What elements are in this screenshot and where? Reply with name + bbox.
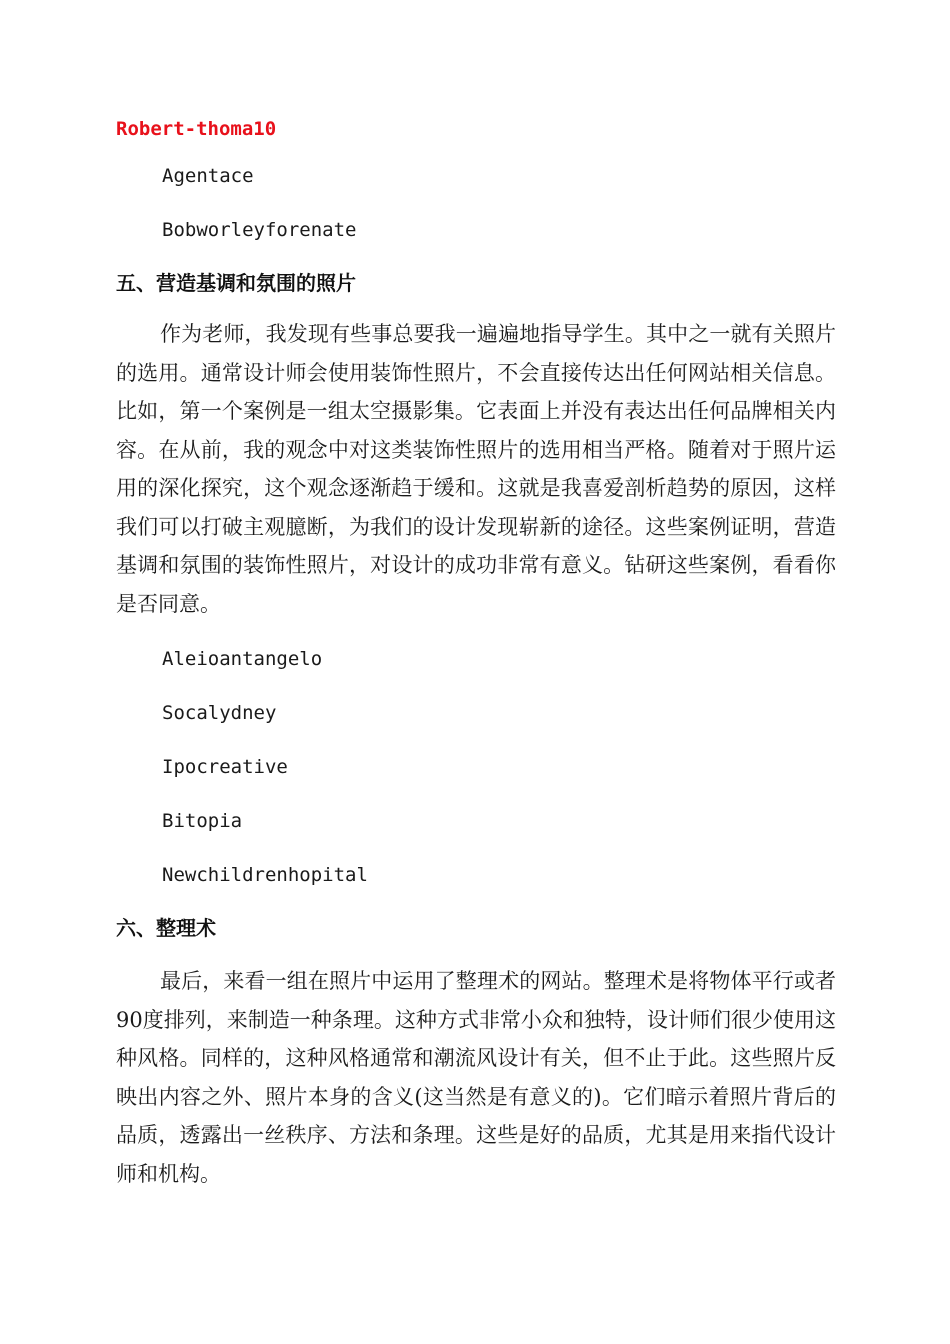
list-item: Agentace	[162, 165, 254, 187]
example-item: Newchildrenhopital	[162, 864, 368, 886]
section-6-paragraph: 最后，来看一组在照片中运用了整理术的网站。整理术是将物体平行或者90度排列，来制造一种条理。这种方式非常小众和独特，设计师们很少使用这种风格。同样的，这种风格通常和潮流风设计有关，但不止于此。这些照片反映出内容之外、照片本身的含义(这当然是有意义的)。它们暗示着照片背后的品质，透露出一丝秩序、方法和条理。这些是好的品质，尤其是用来指代设计师和机构。	[116, 969, 836, 1186]
example-item: Ipocreative	[162, 756, 288, 778]
section-5-paragraph: 作为老师，我发现有些事总要我一遍遍地指导学生。其中之一就有关照片的选用。通常设计师会使用装饰性照片，不会直接传达出任何网站相关信息。比如，第一个案例是一组太空摄影集。它表面上并没有表达出任何品牌相关内容。在从前，我的观念中对这类装饰性照片的选用相当严格。随着对于照片运用的深化探究，这个观念逐渐趋于缓和。这就是我喜爱剖析趋势的原因，这样我们可以打破主观臆断，为我们的设计发现崭新的途径。这些案例证明，营造基调和氛围的装饰性照片，对设计的成功非常有意义。钻研这些案例，看看你是否同意。	[116, 322, 836, 616]
section-title-5: 五、营造基调和氛围的照片	[116, 271, 356, 295]
example-item: Socalydney	[162, 702, 277, 724]
example-item: Aleioantangelo	[162, 648, 323, 670]
section-title-6: 六、整理术	[116, 916, 216, 940]
author-heading: Robert-thoma10	[116, 118, 277, 140]
list-item: Bobworleyforenate	[162, 219, 357, 241]
example-item: Bitopia	[162, 810, 243, 832]
